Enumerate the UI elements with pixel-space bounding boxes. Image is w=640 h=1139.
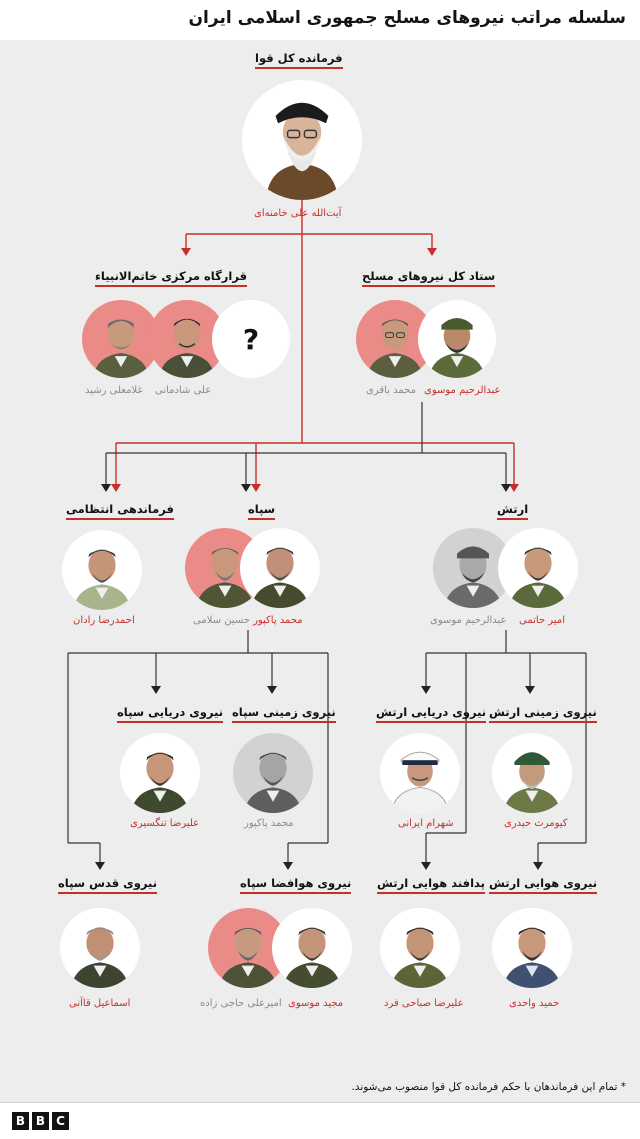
name-irgc-1: محمد پاکپور bbox=[253, 615, 303, 626]
name-irgc-aero-1: مجید موسوی bbox=[288, 998, 344, 1009]
heading-irgc: سپاه bbox=[248, 502, 275, 520]
logo-letter: B bbox=[32, 1112, 49, 1130]
heading-supreme: فرمانده کل قوا bbox=[255, 51, 343, 69]
name-irgc-ground-1: محمد پاکپور bbox=[244, 818, 294, 829]
unknown-commander-icon bbox=[212, 300, 290, 378]
name-army-navy-1: شهرام ایرانی bbox=[398, 818, 454, 829]
portrait-quds-1 bbox=[60, 908, 140, 988]
name-army-air-1: حمید واحدی bbox=[509, 998, 560, 1009]
portrait-irgc-aero-1 bbox=[272, 908, 352, 988]
portrait-air-defense-1 bbox=[380, 908, 460, 988]
heading-general-staff: ستاد کل نیروهای مسلح bbox=[362, 269, 495, 287]
logo-letter: B bbox=[12, 1112, 29, 1130]
portrait-irgc-ground-1 bbox=[233, 733, 313, 813]
logo-letter: C bbox=[52, 1112, 69, 1130]
portrait-army-air-1 bbox=[492, 908, 572, 988]
portrait-irgc-1 bbox=[240, 528, 320, 608]
name-irgc-navy-1: علیرضا تنگسیری bbox=[130, 818, 200, 829]
page-title: سلسله مراتب نیروهای مسلح جمهوری اسلامی ایران bbox=[188, 8, 626, 28]
heading-irgc-navy: نیروی دریایی سپاه bbox=[117, 705, 223, 723]
portrait-staff-1 bbox=[418, 300, 496, 378]
heading-army-navy: نیروی دریایی ارتش bbox=[376, 705, 486, 723]
heading-irgc-ground: نیروی زمینی سپاه bbox=[232, 705, 336, 723]
heading-khatam: قرارگاه مرکزی خاتم‌الانبیاء bbox=[95, 269, 247, 287]
name-police-1: احمدرضا رادان bbox=[73, 615, 135, 626]
name-staff-2: محمد باقری bbox=[366, 385, 416, 396]
question-mark: ? bbox=[242, 322, 260, 356]
bbc-logo bbox=[12, 1112, 69, 1130]
name-staff-1: عبدالرحیم موسوی bbox=[424, 385, 501, 396]
heading-army-air: نیروی هوایی ارتش bbox=[489, 876, 597, 894]
name-quds-1: اسماعیل قاآنی bbox=[69, 998, 131, 1009]
heading-army: ارتش bbox=[497, 502, 528, 520]
portrait-police-1 bbox=[62, 530, 142, 610]
heading-police: فرماندهی انتظامی bbox=[66, 502, 174, 520]
portrait-army-1 bbox=[498, 528, 578, 608]
name-irgc-aero-2: امیرعلی حاجی زاده bbox=[200, 998, 282, 1009]
name-khatam-1: علی شادمانی bbox=[155, 385, 212, 396]
portrait-army-ground-1 bbox=[492, 733, 572, 813]
bottom-bar bbox=[0, 1102, 640, 1139]
heading-air-defense: پدافند هوایی ارتش bbox=[377, 876, 485, 894]
footnote: * تمام این فرماندهان با حکم فرمانده کل قوا منصوب می‌شوند. bbox=[351, 1081, 626, 1093]
name-supreme: آیت‌الله علی خامنه‌ای bbox=[254, 208, 342, 219]
name-army-ground-1: کیومرث حیدری bbox=[504, 818, 568, 829]
name-khatam-2: غلامعلی رشید bbox=[85, 385, 143, 396]
portrait-supreme bbox=[242, 80, 362, 200]
heading-quds: نیروی قدس سپاه bbox=[58, 876, 157, 894]
name-irgc-2: حسین سلامی bbox=[193, 615, 250, 626]
portrait-irgc-navy-1 bbox=[120, 733, 200, 813]
name-army-2: عبدالرحیم موسوی bbox=[430, 615, 507, 626]
heading-army-ground: نیروی زمینی ارتش bbox=[489, 705, 597, 723]
portrait-army-navy-1 bbox=[380, 733, 460, 813]
heading-irgc-aero: نیروی هوافضا سپاه bbox=[240, 876, 351, 894]
name-army-1: امیر حاتمی bbox=[519, 615, 565, 626]
name-air-defense-1: علیرضا صباحی فرد bbox=[384, 998, 464, 1009]
